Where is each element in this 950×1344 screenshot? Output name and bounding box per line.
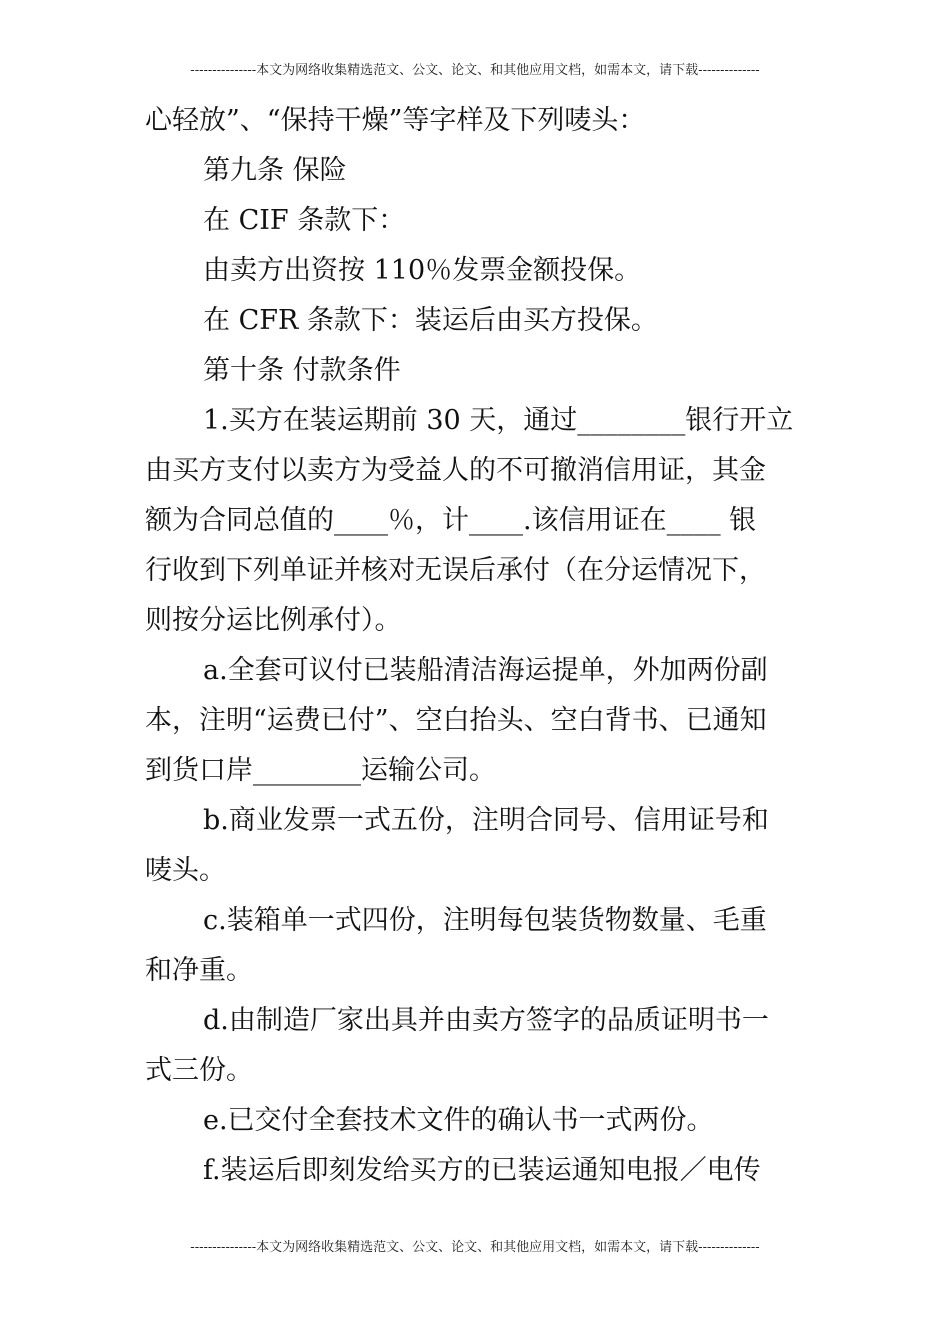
line-13: 本，注明“运费已付”、空白抬头、空白背书、已通知 [145, 705, 767, 736]
line-18: 和净重。 [145, 955, 253, 986]
page-header: ---------------本文为网络收集精选范文、公文、论文、和其他应用文档，如需本文，请下载-------------- [190, 63, 760, 78]
line-16: 唛头。 [145, 855, 226, 886]
line-17: c.装箱单一式四份，注明每包装货物数量、毛重 [203, 905, 767, 936]
document-body [145, 96, 805, 1196]
page-footer: ---------------本文为网络收集精选范文、公文、论文、和其他应用文档，如需本文，请下载-------------- [190, 1240, 760, 1255]
line-1: 心轻放”、“保持干燥”等字样及下列唛头： [145, 105, 646, 136]
line-10: 行收到下列单证并核对无误后承付（在分运情况下， [145, 555, 766, 586]
line-19: d.由制造厂家出具并由卖方签字的品质证明书一 [203, 1005, 769, 1036]
line-21: e.已交付全套技术文件的确认书一式两份。 [203, 1105, 714, 1136]
line-3: 在 CIF 条款下： [203, 205, 406, 236]
line-6: 第十条 付款条件 [203, 355, 401, 386]
line-7: 1.买方在装运期前 30 天，通过________银行开立 [203, 405, 794, 436]
line-14: 到货口岸________运输公司。 [145, 755, 496, 786]
line-15: b.商业发票一式五份，注明合同号、信用证号和 [203, 805, 769, 836]
line-9: 额为合同总值的____％，计____.该信用证在____ 银 [145, 505, 757, 536]
line-8: 由买方支付以卖方为受益人的不可撤消信用证，其金 [145, 455, 766, 486]
line-2: 第九条 保险 [203, 155, 347, 186]
line-5: 在 CFR 条款下：装运后由买方投保。 [203, 305, 658, 336]
line-4: 由卖方出资按 110％发票金额投保。 [203, 255, 642, 286]
line-20: 式三份。 [145, 1055, 253, 1086]
line-12: a.全套可议付已装船清洁海运提单，外加两份副 [203, 655, 768, 686]
line-22: f.装运后即刻发给买方的已装运通知电报／电传 [203, 1155, 761, 1186]
line-11: 则按分运比例承付）。 [145, 605, 402, 636]
